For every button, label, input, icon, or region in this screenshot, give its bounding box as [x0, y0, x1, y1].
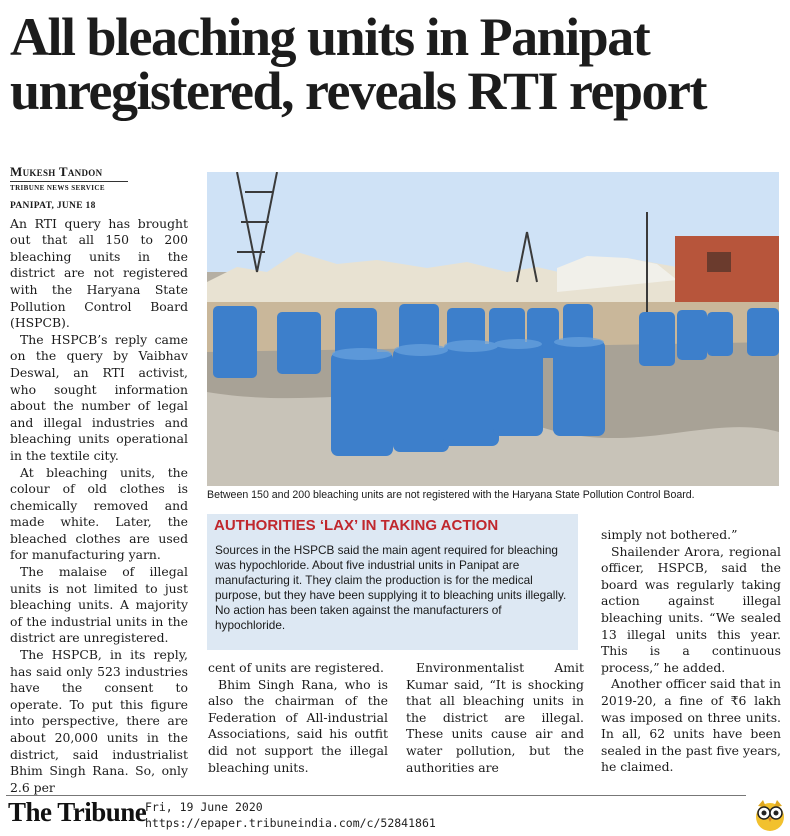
photo-illustration: [207, 172, 779, 486]
owl-icon[interactable]: [752, 796, 788, 832]
sidebar-text: Sources in the HSPCB said the main agent required for bleaching was hypochloride. About five industrial units in Panipat are manufacturing it. They claim the production is for the medical purpose, but they have been supplying it to bleaching units illegally. No action has been taken against the manufacturers of hypochloride.: [215, 543, 567, 632]
author-name: Mukesh Tandon: [10, 164, 128, 182]
paragraph: The malaise of illegal units is not limited to just bleaching units. A majority of the industrial units in the district are unregistered.: [10, 564, 188, 646]
footer-meta: [145, 799, 436, 831]
byline: [10, 164, 128, 192]
paragraph: simply not bothered.”: [601, 527, 738, 542]
paragraph: The HSPCB, in its reply, has said only 523 industries have the consent to operate. To put this figure into perspective, there are about 20,000 units in the district, said industrialist Bhim Singh Rana. So, only 2.6 per: [10, 647, 188, 795]
footer-divider: [6, 795, 746, 796]
sidebar-title: AUTHORITIES ‘LAX’ IN TAKING ACTION: [214, 517, 499, 534]
footer-url[interactable]: https://epaper.tribuneindia.com/c/52841861: [145, 816, 436, 830]
paragraph: Another officer said that in 2019-20, a fine of ₹6 lakh was imposed on three units. In all, 62 units have been sealed in the past five years, he claimed.: [601, 676, 781, 775]
sidebar-box: [207, 514, 578, 650]
paragraph: Bhim Singh Rana, who is also the chairman of the Federation of All-industrial Associations, said his outfit did not support the illegal bleaching units.: [208, 676, 388, 775]
paragraph: An RTI query has brought out that all 150 to 200 bleaching units in the district are not registered with the Haryana State Pollution Control Board (HSPCB).: [10, 215, 188, 331]
headline: All bleaching units in Panipat unregistered, reveals RTI report: [10, 7, 707, 121]
footer-date: Fri, 19 June 2020: [145, 800, 263, 814]
paragraph: cent of units are registered.: [208, 660, 384, 675]
paragraph: Environmentalist Amit Kumar said, “It is shocking that all bleaching units in the district are illegal. These units cause air and water pollution, but the authorities are: [406, 660, 584, 775]
column-1: [10, 198, 188, 796]
paragraph: Shailender Arora, regional officer, HSPCB, said the board was regularly taking action against illegal bleaching units. “We sealed 13 illegal units this year. This is a continuous process,” he added.: [601, 543, 781, 675]
paragraph: The HSPCB’s reply came on the query by Vaibhav Deswal, an RTI activist, who sought information about the number of legal and illegal industries and bleaching units operational in the textile city.: [10, 331, 188, 463]
paragraph: At bleaching units, the colour of old clothes is chemically removed and made white. Later, the bleached clothes are used for manufacturing yarn.: [10, 464, 188, 563]
dateline: PANIPAT, JUNE 18: [10, 201, 96, 211]
column-3: [406, 660, 584, 776]
news-photo: [207, 172, 779, 486]
column-4: [601, 527, 781, 776]
news-service: TRIBUNE NEWS SERVICE: [10, 184, 105, 192]
tribune-logo: The Tribune: [8, 797, 147, 827]
column-2: [208, 660, 388, 776]
photo-caption: Between 150 and 200 bleaching units are not registered with the Haryana State Pollution Control Board.: [207, 489, 695, 501]
